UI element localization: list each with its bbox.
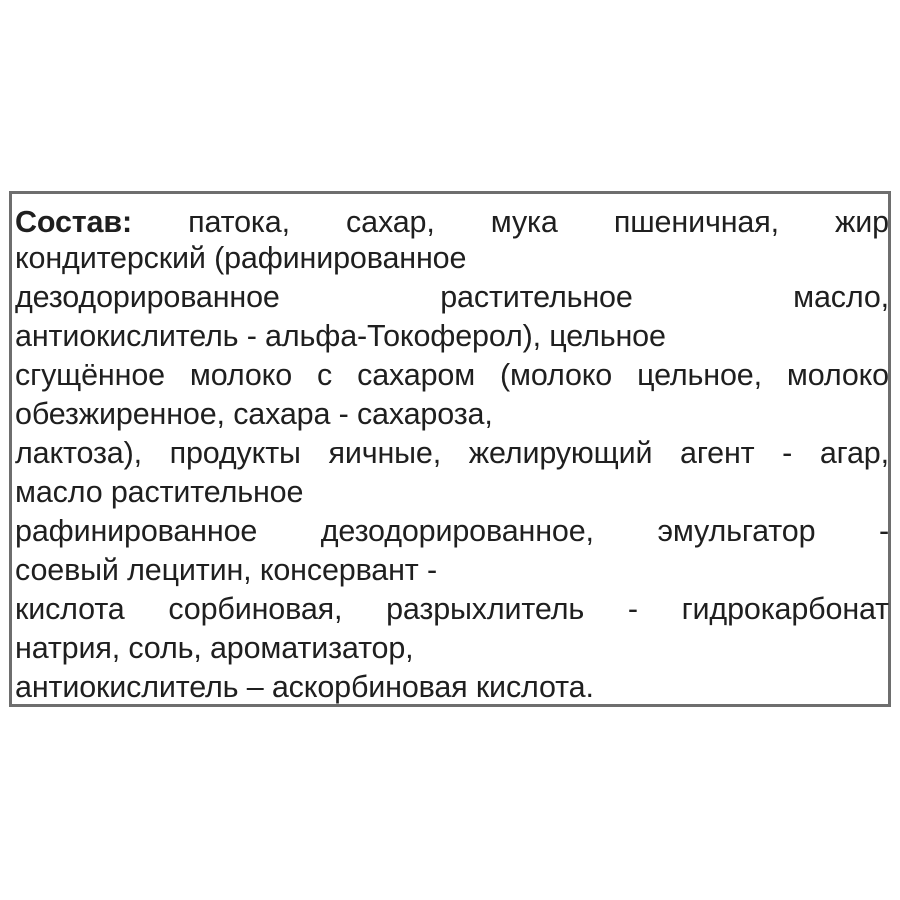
ingredient-word: цельное, — [637, 358, 762, 392]
ingredient-word: сахар, — [346, 205, 435, 239]
ingredients-line-7 — [15, 435, 889, 471]
ingredient-word: - — [782, 436, 793, 470]
ingredient-word: масло, — [793, 280, 889, 314]
ingredient-word: - — [627, 592, 638, 626]
ingredient-word: лактоза), — [15, 436, 142, 470]
ingredient-word: жир — [835, 205, 889, 239]
ingredient-word: молоко — [786, 358, 889, 392]
ingredients-line-12: натрия, соль, ароматизатор, — [15, 631, 414, 665]
ingredient-word: мука — [490, 205, 558, 239]
ingredients-heading: Состав: — [15, 205, 132, 239]
ingredient-word: (молоко — [500, 358, 613, 392]
ingredients-line-13: антиокислитель – аскорбиновая кислота. — [15, 670, 594, 704]
ingredient-word: пшеничная, — [613, 205, 779, 239]
ingredient-word: дезодорированное, — [320, 514, 594, 548]
ingredient-word: с — [317, 358, 333, 392]
ingredient-word: эмульгатор — [657, 514, 816, 548]
ingredients-label-box — [9, 191, 891, 707]
ingredients-line-4: антиокислитель - альфа-Токоферол), цельное — [15, 319, 666, 353]
ingredients-line-10: соевый лецитин, консервант - — [15, 553, 437, 587]
ingredients-line-2: кондитерский (рафинированное — [15, 241, 467, 275]
ingredient-word: кислота — [15, 592, 125, 626]
ingredient-word: патока, — [188, 205, 290, 239]
ingredient-word: гидрокарбонат — [681, 592, 889, 626]
ingredient-word: разрыхлитель — [386, 592, 585, 626]
ingredient-word: молоко — [189, 358, 293, 392]
ingredient-word: сахаром — [357, 358, 476, 392]
ingredients-line-8: масло растительное — [15, 475, 304, 509]
ingredient-word: сорбиновая, — [168, 592, 343, 626]
ingredient-word: яичные, — [328, 436, 442, 470]
ingredients-line-3 — [15, 279, 889, 315]
ingredients-line-6: обезжиренное, сахара - сахароза, — [15, 397, 493, 431]
ingredients-line-11 — [15, 591, 889, 627]
ingredients-line-5 — [15, 357, 889, 393]
ingredient-word: агент — [680, 436, 755, 470]
ingredient-word: сгущённое — [15, 358, 165, 392]
ingredient-word: растительное — [440, 280, 633, 314]
ingredient-word: - — [878, 514, 889, 548]
ingredients-line-1 — [15, 204, 889, 240]
ingredient-word: продукты — [169, 436, 301, 470]
ingredient-word: дезодорированное — [15, 280, 280, 314]
ingredients-line-9 — [15, 513, 889, 549]
ingredient-word: рафинированное — [15, 514, 258, 548]
ingredient-word: желирующий — [468, 436, 653, 470]
ingredient-word: агар, — [819, 436, 889, 470]
